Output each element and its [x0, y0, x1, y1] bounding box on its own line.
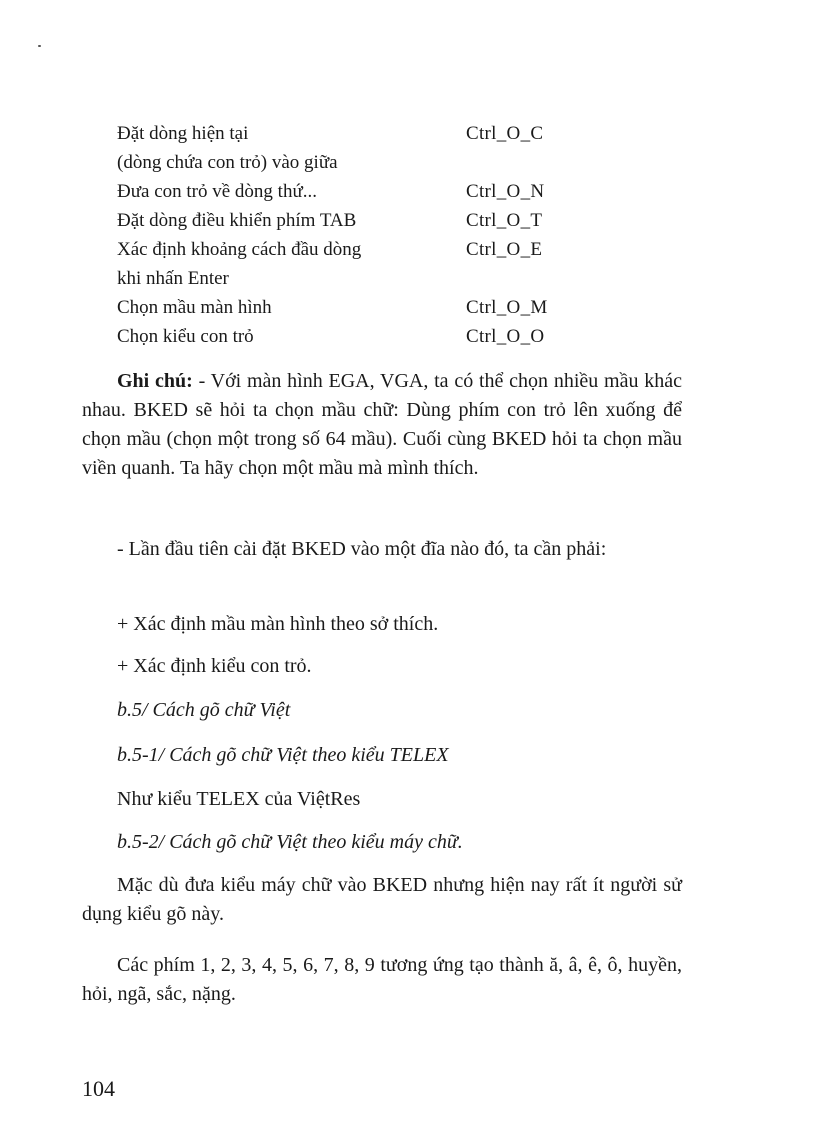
- table-row: [117, 178, 577, 207]
- shortcut-description: Xác định khoảng cách đầu dòng: [117, 239, 362, 260]
- page-number: 104: [82, 1076, 115, 1101]
- table-row: [117, 149, 577, 178]
- first-install-paragraph: - Lần đầu tiên cài đặt BKED vào một đĩa nào đó, ta cần phải:: [117, 538, 607, 560]
- shortcut-description: khi nhấn Enter: [117, 268, 229, 289]
- note-label: Ghi chú:: [117, 370, 193, 392]
- shortcut-description: Đặt dòng hiện tại: [117, 123, 249, 144]
- table-row: [117, 294, 577, 323]
- keys-paragraph: Các phím 1, 2, 3, 4, 5, 6, 7, 8, 9 tương ứng tạo thành ă, â, ê, ô, huyền, hỏi, ngã, sắc, nặng.: [82, 954, 682, 1005]
- heading-b5-1: b.5-1/ Cách gõ chữ Việt theo kiểu TELEX: [117, 744, 449, 766]
- shortcut-key: Ctrl_O_M: [466, 297, 548, 318]
- shortcut-key: Ctrl_O_N: [466, 181, 545, 202]
- shortcut-key: Ctrl_O_C: [466, 123, 544, 144]
- step-color: + Xác định mầu màn hình theo sở thích.: [117, 613, 439, 635]
- heading-b5: b.5/ Cách gõ chữ Việt: [117, 699, 291, 721]
- shortcut-description: Chọn kiểu con trỏ: [117, 326, 254, 347]
- table-row: [117, 236, 577, 265]
- table-row: [117, 265, 577, 294]
- heading-b5-2: b.5-2/ Cách gõ chữ Việt theo kiểu máy chữ.: [117, 831, 463, 853]
- scan-speck: [38, 45, 41, 47]
- shortcut-description: (dòng chứa con trỏ) vào giữa: [117, 152, 338, 173]
- shortcut-key: Ctrl_O_T: [466, 210, 543, 231]
- shortcut-description: Đưa con trỏ về dòng thứ...: [117, 181, 318, 202]
- typewriter-paragraph: Mặc dù đưa kiểu máy chữ vào BKED nhưng hiện nay rất ít người sử dụng kiểu gõ này.: [82, 874, 682, 925]
- telex-text: Như kiểu TELEX của ViệtRes: [117, 788, 361, 810]
- table-row: [117, 120, 577, 149]
- step-cursor: + Xác định kiểu con trỏ.: [117, 655, 312, 677]
- note-paragraph: [82, 367, 682, 483]
- shortcut-description: Chọn mầu màn hình: [117, 297, 272, 318]
- shortcut-key: Ctrl_O_E: [466, 239, 543, 260]
- table-row: [117, 207, 577, 236]
- shortcut-table: [117, 120, 577, 352]
- shortcut-key: Ctrl_O_O: [466, 326, 545, 347]
- table-row: [117, 323, 577, 352]
- note-text: - Với màn hình EGA, VGA, ta có thể chọn nhiều mầu khác nhau. BKED sẽ hỏi ta chọn mầu chữ: Dùng phím con trỏ lên xuống để chọn mầu (chọn một trong số 64 mầu). Cuối cùng BKED hỏi ta chọn mầu viền quanh. Ta hãy chọn một mầu mà mình thích.: [82, 370, 682, 479]
- shortcut-description: Đặt dòng điều khiển phím TAB: [117, 210, 357, 231]
